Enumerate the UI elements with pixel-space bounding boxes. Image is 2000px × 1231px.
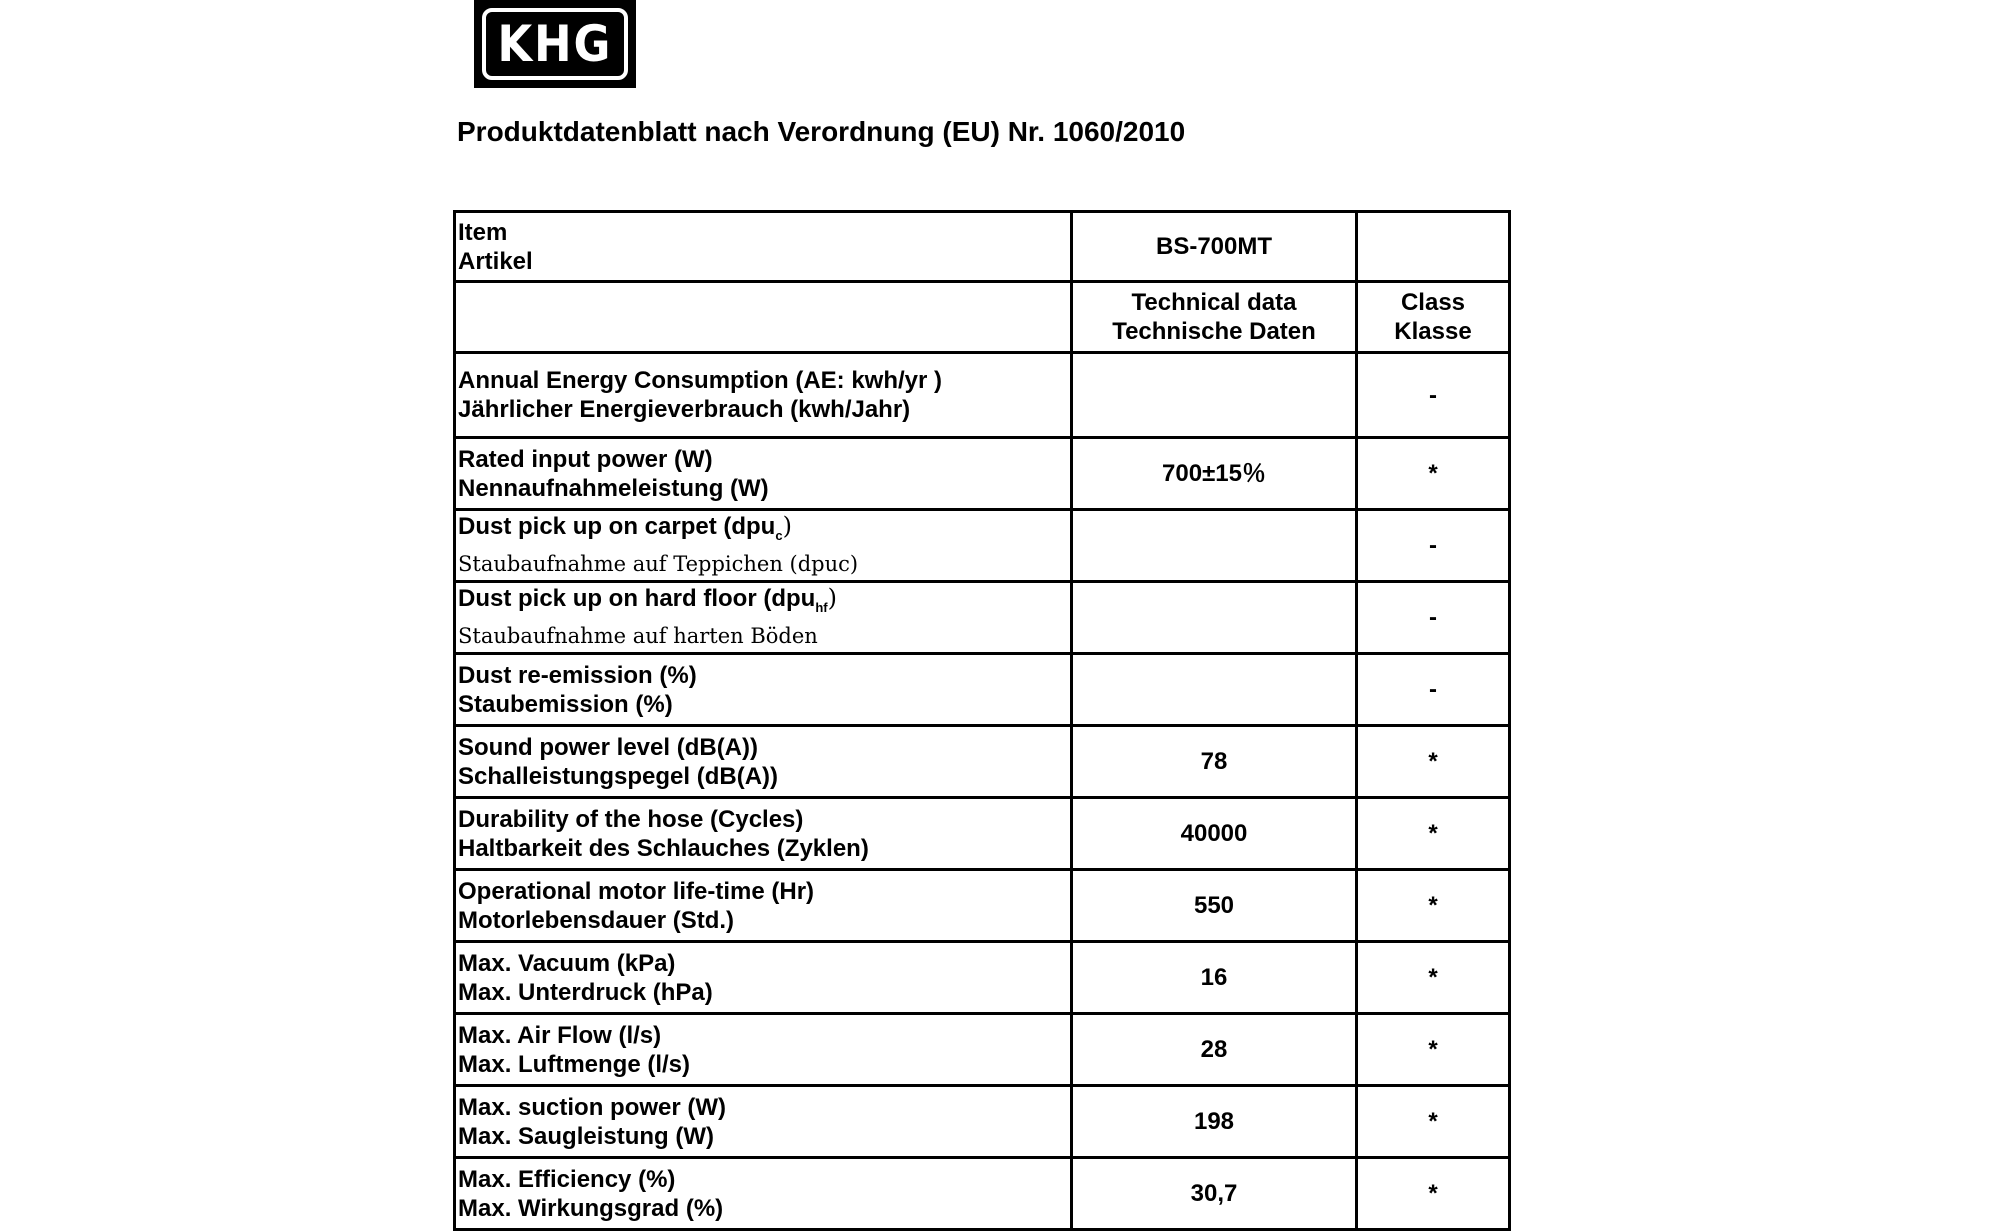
- row-value: [1072, 582, 1357, 654]
- model-number: BS-700MT: [1155, 233, 1273, 260]
- row-label-en: Annual Energy Consumption (AE: kwh/yr ): [458, 367, 943, 394]
- row-value: 700±15％: [1072, 438, 1357, 510]
- row-value: [1072, 510, 1357, 582]
- item-label-en: Item: [458, 218, 508, 246]
- row-value: 550: [1072, 870, 1357, 942]
- row-label: [455, 353, 1072, 438]
- row-label-en: [458, 512, 1068, 550]
- class-header-en: Class: [1400, 289, 1466, 316]
- row-label-de: Motorlebensdauer (Std.): [458, 906, 735, 934]
- row-value: 198: [1072, 1086, 1357, 1158]
- table-row: [455, 942, 1510, 1014]
- row-class: *: [1357, 870, 1510, 942]
- table-row: [455, 726, 1510, 798]
- table-row: [455, 870, 1510, 942]
- table-row: [455, 582, 1510, 654]
- logo-text: KHG: [497, 15, 613, 73]
- row-label-en: [458, 584, 1068, 622]
- row-class: -: [1357, 353, 1510, 438]
- row-value: [1072, 654, 1357, 726]
- class-header: [1357, 282, 1510, 353]
- khg-logo: [474, 0, 636, 88]
- row-label-en-subscript: c: [775, 528, 783, 543]
- row-label: [455, 654, 1072, 726]
- row-label: [455, 582, 1072, 654]
- row-label: [455, 942, 1072, 1014]
- row-label-de: Staubaufnahme auf harten Böden: [458, 624, 818, 648]
- row-class: -: [1357, 582, 1510, 654]
- row-label-en-close: ): [827, 584, 837, 612]
- row-class: *: [1357, 1086, 1510, 1158]
- row-label-de: Jährlicher Energieverbrauch (kwh/Jahr): [458, 396, 911, 423]
- row-label-en: Sound power level (dB(A)): [458, 733, 758, 761]
- row-label-en: Operational motor life-time (Hr): [458, 877, 815, 905]
- row-label-en-text: Dust pick up on carpet (dpu: [458, 513, 776, 540]
- row-label-en-subscript: hf: [815, 600, 828, 615]
- row-label-de: Nennaufnahmeleistung (W): [458, 474, 769, 502]
- row-label-en: Dust re-emission (%): [458, 661, 697, 689]
- row-label-de: Haltbarkeit des Schlauches (Zyklen): [458, 834, 869, 862]
- row-label: [455, 438, 1072, 510]
- row-label-en: Max. Vacuum (kPa): [458, 949, 676, 977]
- row-label: [455, 1086, 1072, 1158]
- row-label-de: Staubemission (%): [458, 690, 673, 718]
- row-label: [455, 1014, 1072, 1086]
- tech-data-header: [1072, 282, 1357, 353]
- row-value: 30,7: [1072, 1158, 1357, 1230]
- row-value: 40000: [1072, 798, 1357, 870]
- table-row: [455, 438, 1510, 510]
- row-label: [455, 798, 1072, 870]
- row-label-en-close: ): [782, 512, 792, 540]
- item-label-de: Artikel: [458, 247, 533, 275]
- row-label-en: Durability of the hose (Cycles): [458, 805, 804, 833]
- table-row: [455, 1014, 1510, 1086]
- row-label: [455, 870, 1072, 942]
- table-row: [455, 1158, 1510, 1230]
- row-label-en: Max. suction power (W): [458, 1093, 727, 1121]
- product-datasheet-table: [453, 210, 1511, 1231]
- table-row: [455, 798, 1510, 870]
- row-label: [455, 1158, 1072, 1230]
- row-label-en: Max. Efficiency (%): [458, 1165, 676, 1193]
- row-label: [455, 510, 1072, 582]
- row-value: 28: [1072, 1014, 1357, 1086]
- row-label-de: Max. Unterdruck (hPa): [458, 978, 713, 1006]
- row-label-de: Schalleistungspegel (dB(A)): [458, 762, 779, 790]
- row-class: *: [1357, 726, 1510, 798]
- row-label-en-text: Dust pick up on hard floor (dpu: [458, 585, 816, 612]
- row-label-en: Max. Air Flow (l/s): [458, 1021, 662, 1049]
- tech-data-header-en: Technical data: [1131, 289, 1297, 316]
- row-label-en: Rated input power (W): [458, 445, 713, 473]
- table-row: [455, 510, 1510, 582]
- row-label-de: Staubaufnahme auf Teppichen (dpuc): [458, 552, 859, 576]
- header-empty-cell: [455, 282, 1072, 353]
- row-class: *: [1357, 1158, 1510, 1230]
- row-label: [455, 726, 1072, 798]
- class-header-de: Klasse: [1394, 318, 1472, 345]
- row-value: 78: [1072, 726, 1357, 798]
- row-class: *: [1357, 1014, 1510, 1086]
- item-label-cell: [455, 212, 1072, 282]
- row-class: -: [1357, 510, 1510, 582]
- row-label-de: Max. Wirkungsgrad (%): [458, 1194, 724, 1222]
- page-title: Produktdatenblatt nach Verordnung (EU) Nr. 1060/2010: [457, 116, 1186, 147]
- logo-frame: [482, 8, 628, 80]
- model-cell: [1072, 212, 1357, 282]
- table-row: [455, 1086, 1510, 1158]
- table-row-item: [455, 212, 1510, 282]
- table-row-column-headers: [455, 282, 1510, 353]
- row-class: *: [1357, 438, 1510, 510]
- row-value: 16: [1072, 942, 1357, 1014]
- item-empty-cell: [1357, 212, 1510, 282]
- row-label-de: Max. Saugleistung (W): [458, 1122, 715, 1150]
- table-row: [455, 654, 1510, 726]
- row-label-de: Max. Luftmenge (l/s): [458, 1050, 691, 1078]
- table-row: [455, 353, 1510, 438]
- tech-data-header-de: Technische Daten: [1112, 318, 1316, 345]
- row-class: *: [1357, 942, 1510, 1014]
- row-class: -: [1357, 654, 1510, 726]
- row-value: [1072, 353, 1357, 438]
- row-class: *: [1357, 798, 1510, 870]
